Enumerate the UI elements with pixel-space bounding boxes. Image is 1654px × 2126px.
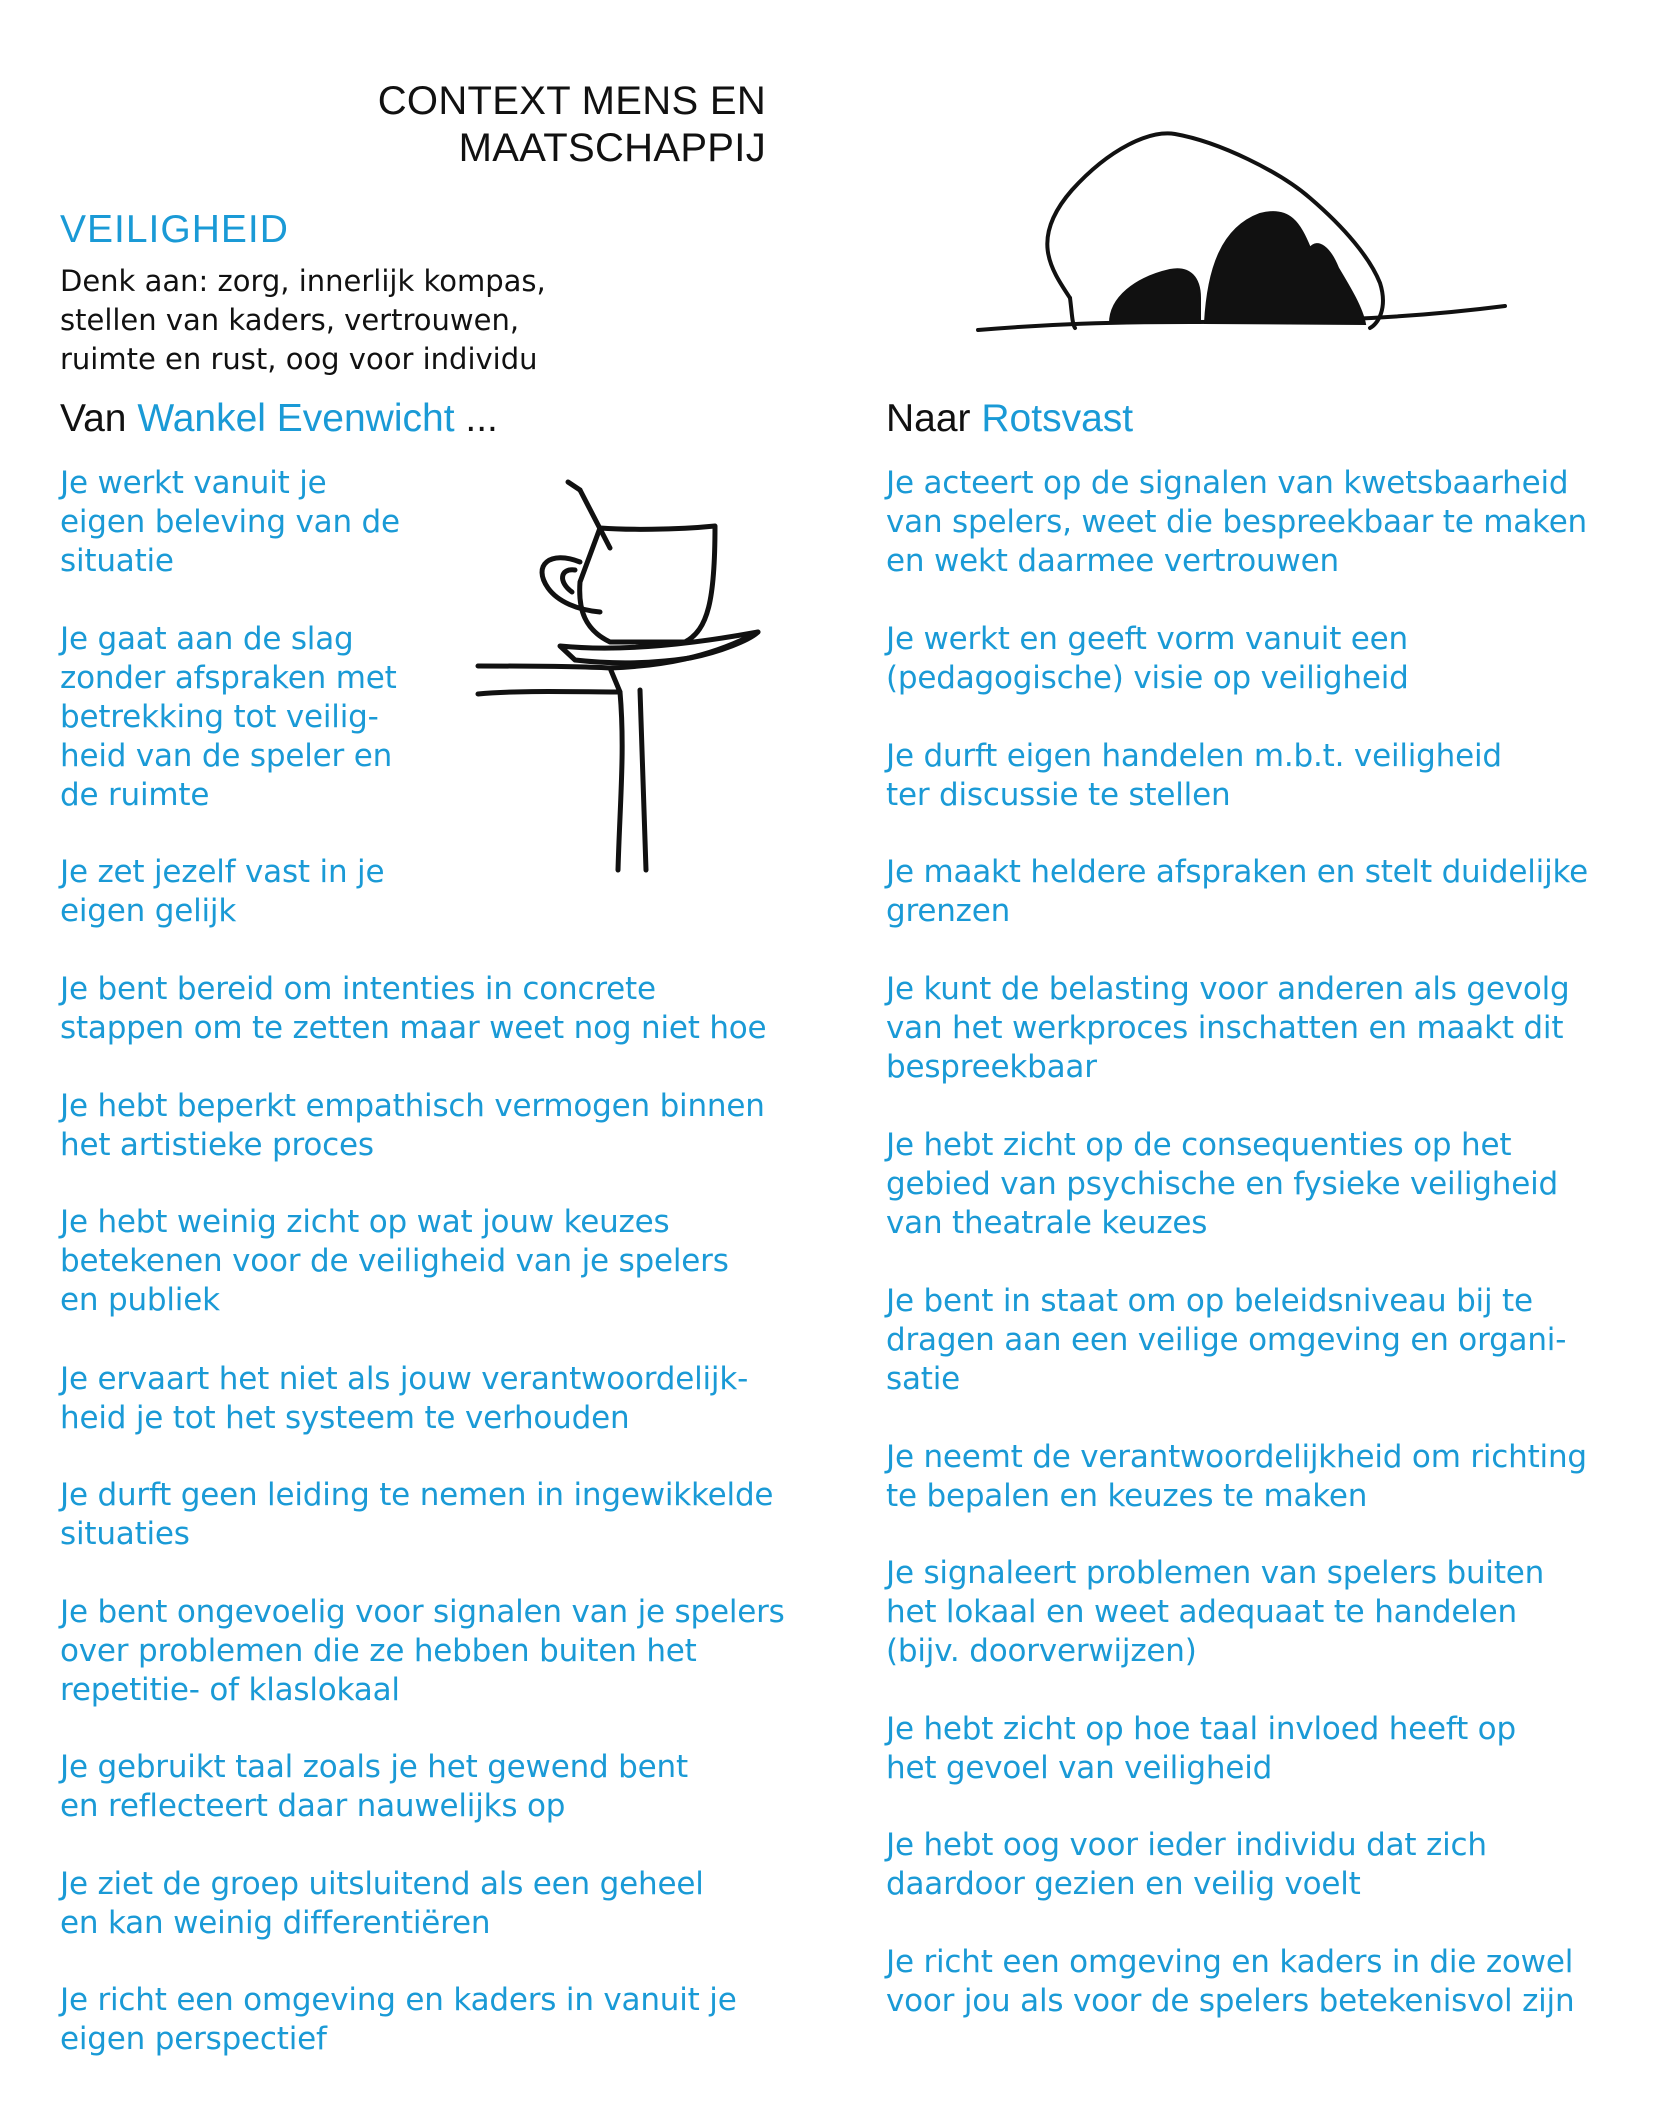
left-heading-suffix: ... — [465, 397, 498, 440]
list-item: Je durft geen leiding te nemen in ingewikkelde situaties — [60, 1477, 774, 1552]
list-item: Je richt een omgeving en kaders in vanuit je eigen perspectief — [60, 1982, 737, 2057]
list-item: Je hebt oog voor ieder individu dat zich daardoor gezien en veilig voelt — [886, 1827, 1487, 1902]
list-item: Je richt een omgeving en kaders in die zowel voor jou als voor de spelers betekenisvol zijn — [886, 1944, 1575, 2019]
right-column-heading — [886, 394, 1133, 444]
list-item: Je ervaart het niet als jouw verantwoordelijk- heid je tot het systeem te verhouden — [60, 1361, 749, 1436]
list-item: Je hebt zicht op de consequenties op het gebied van psychische en fysieke veiligheid van theatrale keuzes — [886, 1127, 1558, 1241]
list-item: Je zet jezelf vast in je eigen gelijk — [60, 854, 385, 929]
left-column-heading — [60, 394, 498, 444]
right-heading-prefix: Naar — [886, 397, 971, 440]
list-item: Je gaat aan de slag zonder afspraken met betrekking tot veilig- heid van de speler en de ruimte — [60, 621, 397, 813]
rock-drawing — [960, 118, 1520, 348]
list-item: Je bent in staat om op beleidsniveau bij te dragen aan een veilige omgeving en organi- satie — [886, 1283, 1567, 1397]
list-item: Je bent bereid om intenties in concrete stappen om te zetten maar weet nog niet hoe — [60, 971, 767, 1046]
list-item: Je durft eigen handelen m.b.t. veiligheid ter discussie te stellen — [886, 738, 1502, 813]
context-title-line-2: MAATSCHAPPIJ — [458, 126, 766, 170]
list-item: Je signaleert problemen van spelers buiten het lokaal en weet adequaat te handelen (bijv. doorverwijzen) — [886, 1555, 1545, 1669]
list-item: Je hebt weinig zicht op wat jouw keuzes betekenen voor de veiligheid van je spelers en publiek — [60, 1204, 729, 1318]
list-item: Je ziet de groep uitsluitend als een geheel en kan weinig differentiëren — [60, 1866, 704, 1941]
list-item: Je bent ongevoelig voor signalen van je spelers over problemen die ze hebben buiten het repetitie- of klaslokaal — [60, 1594, 785, 1708]
context-title — [200, 78, 766, 172]
section-subtitle: Denk aan: zorg, innerlijk kompas, stellen van kaders, vertrouwen, ruimte en rust, oog voor individu — [60, 264, 546, 376]
list-item: Je gebruikt taal zoals je het gewend bent en reflecteert daar nauwelijks op — [60, 1749, 688, 1824]
list-item: Je kunt de belasting voor anderen als gevolg van het werkproces inschatten en maakt dit bespreekbaar — [886, 971, 1570, 1085]
list-item: Je hebt zicht op hoe taal invloed heeft op het gevoel van veiligheid — [886, 1711, 1516, 1786]
list-item: Je maakt heldere afspraken en stelt duidelijke grenzen — [886, 854, 1589, 929]
list-item: Je hebt beperkt empathisch vermogen binnen het artistieke proces — [60, 1088, 765, 1163]
list-item: Je werkt en geeft vorm vanuit een (pedagogische) visie op veiligheid — [886, 621, 1409, 696]
section-title: VEILIGHEID — [60, 208, 289, 251]
context-title-line-1: CONTEXT MENS EN — [377, 79, 766, 123]
list-item: Je neemt de verantwoordelijkheid om richting te bepalen en keuzes te maken — [886, 1439, 1587, 1514]
list-item: Je acteert op de signalen van kwetsbaarheid van spelers, weet die bespreekbaar te maken en wekt daarmee vertrouwen — [886, 465, 1588, 579]
left-heading-prefix: Van — [60, 397, 127, 440]
left-heading-accent: Wankel Evenwicht — [137, 397, 455, 440]
list-item: Je werkt vanuit je eigen beleving van de situatie — [60, 465, 400, 579]
right-heading-accent: Rotsvast — [981, 397, 1134, 440]
